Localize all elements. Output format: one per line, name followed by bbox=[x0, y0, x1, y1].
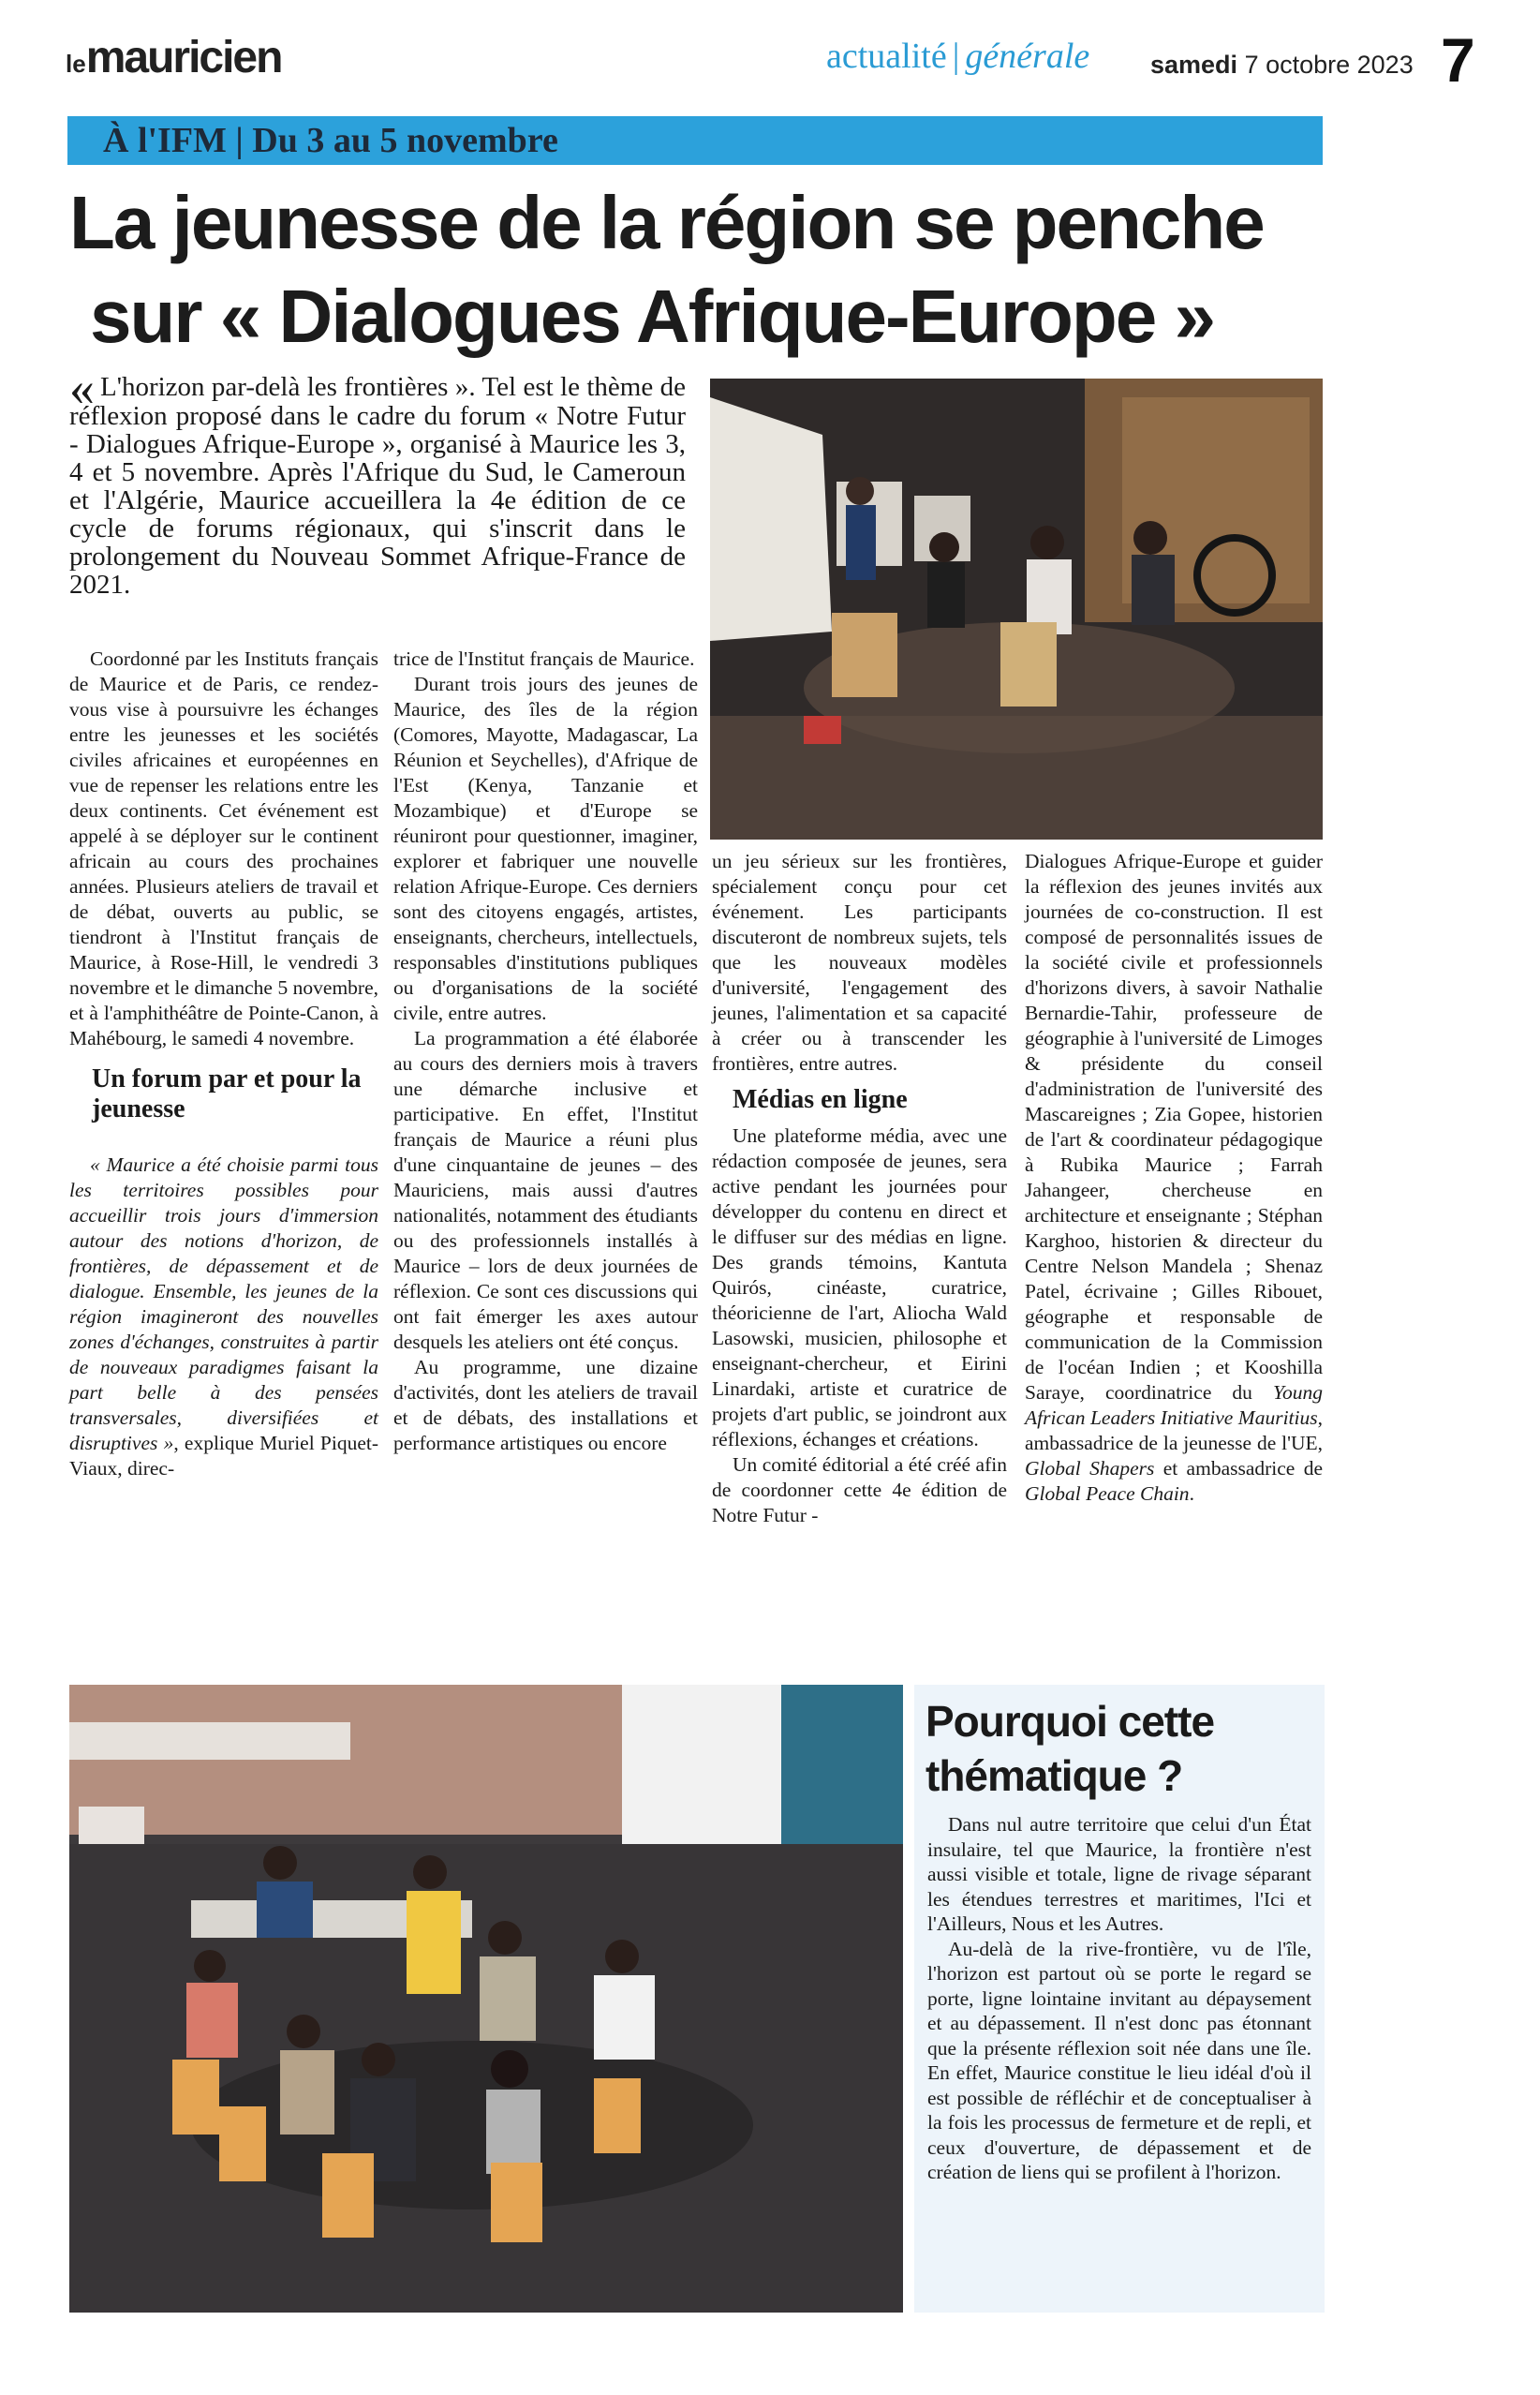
group-photo-illustration bbox=[69, 1685, 903, 2313]
col4-global-shapers: Global Shapers bbox=[1025, 1457, 1155, 1480]
sidebar-body bbox=[927, 1812, 1311, 2185]
article-column-1 bbox=[69, 647, 378, 1481]
col4-yali: Young African Leaders Initiative Mauritius bbox=[1025, 1381, 1323, 1429]
lead-paragraph bbox=[69, 360, 686, 600]
col4-text-d: . bbox=[1189, 1482, 1194, 1505]
col4-paragraph bbox=[1025, 849, 1323, 1507]
date-day: samedi bbox=[1150, 51, 1238, 79]
kicker-banner: À l'IFM | Du 3 au 5 novembre bbox=[67, 116, 1323, 165]
sidebar-paragraph-2: Au-delà de la rive-frontière, vu de l'île, l'horizon est partout où se porte le regard se porte, ligne lointaine invitant au dépaysement et au dépassement. Il n'est donc pas étonnant que la présente réflexion soit née dans une île. En effet, Maurice constitue le lieu idéal d'où il est possible de réfléchir et de conceptualiser à la fois les processus de fermeture et de repli, et ceux d'ouverture, de dépassement et de création de liens qui se profilent à l'horizon. bbox=[927, 1937, 1311, 2183]
headline-line-2: sur « Dialogues Afrique-Europe » bbox=[90, 275, 1214, 358]
col2-paragraph-3: Au programme, une dizaine d'activités, dont les ateliers de travail et de débats, des installations et performance artistiques ou encore bbox=[393, 1356, 698, 1454]
col4-text-b: , ambassadrice de la jeunesse de l'UE, bbox=[1025, 1406, 1323, 1454]
headline bbox=[69, 176, 1362, 364]
col1-attribution: , explique Muriel Piquet-Viaux, direc- bbox=[69, 1432, 379, 1480]
section-label: actualité | générale bbox=[826, 37, 1090, 76]
col4-global-peace-chain: Global Peace Chain bbox=[1025, 1482, 1190, 1505]
logo-name: mauricien bbox=[85, 33, 282, 82]
section-main: actualité bbox=[826, 37, 947, 76]
col1-quote-paragraph bbox=[69, 1153, 378, 1481]
col3-paragraph-2: Un comité éditorial a été créé afin de coordonner cette 4e édition de Notre Futur - bbox=[712, 1453, 1007, 1526]
page-number: 7 bbox=[1441, 25, 1475, 95]
logo-prefix: le bbox=[66, 50, 86, 78]
subhead-forum: Un forum par et pour la jeunesse bbox=[92, 1064, 362, 1123]
col2-paragraph-0: trice de l'Institut français de Maurice. bbox=[393, 647, 695, 670]
group-discussion-photo bbox=[69, 1685, 903, 2313]
workshop-photo-illustration bbox=[710, 379, 1323, 840]
dateline bbox=[1150, 51, 1414, 80]
sidebar-paragraph-1: Dans nul autre territoire que celui d'un État insulaire, tel que Maurice, la frontière n'est aussi visible et totale, ligne de rivage séparant les étendues terrestres et maritimes, l'Ici et l'Ailleurs, Nous et les Autres. bbox=[927, 1813, 1311, 1935]
col3-paragraph-0: un jeu sérieux sur les frontières, spécialement conçu pour cet événement. Les participants discuteront de nombreux sujets, tels que les nouveaux modèles d'université, l'engagement des jeunes, l'alimentation et sa capacité à créer ou à transcender les frontières, entre autres. bbox=[712, 850, 1007, 1075]
sidebar-title: Pourquoi cette thématique ? bbox=[925, 1697, 1215, 1800]
headline-line-1: La jeunesse de la région se penche bbox=[69, 181, 1264, 264]
col3-paragraph-1: Une plateforme média, avec une rédaction composée de jeunes, sera active pendant les journées pour développer du contenu en direct et le diffuser sur des médias en ligne. Des grands témoins, Kantuta Quirós, cinéaste, curatrice, théoricienne de l'art, Aliocha Wald Lasowski, musicien, philosophe et enseignant-chercheur, et Eirini Linardaki, artiste et curatrice de projets d'art public, se joindront aux réflexions, échanges et créations. bbox=[712, 1124, 1007, 1450]
newspaper-logo bbox=[66, 32, 281, 83]
subhead-medias: Médias en ligne bbox=[733, 1085, 908, 1114]
lead-text: L'horizon par-delà les frontières ». Tel est le thème de réflexion proposé dans le cadre du forum « Notre Futur - Dialogues Afrique-Europe », organisé à Maurice les 3, 4 et 5 novembre. Après l'Afrique du Sud, le Cameroun et l'Algérie, Maurice accueillera la 4e édition de ce cycle de forums régionaux, qui s'inscrit dans le prolongement du Nouveau Sommet Afrique-France de 2021. bbox=[69, 372, 686, 600]
article-column-3 bbox=[712, 849, 1007, 1528]
lead-quote-mark: « bbox=[69, 360, 95, 416]
section-sub: générale bbox=[965, 37, 1090, 76]
col4-text-c: et ambassadrice de bbox=[1154, 1457, 1323, 1480]
col1-paragraph-1: Coordonné par les Instituts français de Maurice et de Paris, ce rendez-vous vise à poursuivre les échanges entre les jeunesses et les sociétés civiles africaines et européennes en vue de repenser les relations entre les deux continents. Cet événement est appelé à se déployer sur le continent africain au cours des prochaines années. Plusieurs ateliers de travail et de débat, ouverts au public, se tiendront à l'Institut français de Maurice, à Rose-Hill, le vendredi 3 novembre et le dimanche 5 novembre, et à l'amphithéâtre de Pointe-Canon, à Mahébourg, le samedi 4 novembre. bbox=[69, 647, 378, 1049]
col2-paragraph-2: La programmation a été élaborée au cours des derniers mois à travers une démarche inclusive et participative. En effet, l'Institut français de Maurice a réuni plus d'une cinquantaine de jeunes – des Mauriciens, mais aussi d'autres nationalités, notamment des étudiants ou des professionnels installés à Maurice – lors de deux journées de réflexion. Ce sont ces discussions qui ont fait émerger les axes autour desquels les ateliers ont été conçus. bbox=[393, 1027, 698, 1353]
col1-quote: « Maurice a été choisie parmi tous les territoires possibles pour accueillir trois jours d'immersion autour des notions d'horizon, de frontières, de dépassement et de dialogue. Ensemble, les jeunes de la région imagineront des nouvelles zones d'échanges, construites à partir de nouveaux paradigmes faisant la part belle à des pensées transversales, diversifiées et disruptives » bbox=[69, 1153, 378, 1454]
date-value: 7 octobre 2023 bbox=[1244, 51, 1414, 79]
workshop-photo bbox=[710, 379, 1323, 840]
col4-text-a: Dialogues Afrique-Europe et guider la réflexion des jeunes invités aux journées de co-construction. Il est composé de personnalités issues de la société civile et professionnels d'horizons divers, à savoir Nathalie Bernardie-Tahir, professeure de géographie à l'université de Limoges & présidente du conseil d'administration de l'université des Mascareignes ; Zia Gopee, historien de l'art & coordinateur pédagogique à Rubika Maurice ; Farrah Jahangeer, chercheuse en architecture et enseignante ; Stéphan Karghoo, historien & directeur du Centre Nelson Mandela ; Shenaz Patel, écrivaine ; Gilles Ribouet, géographe et responsable de communication de la Commission de l'océan Indien ; et Kooshilla Saraye, coordinatrice du bbox=[1025, 850, 1323, 1404]
col2-paragraph-1: Durant trois jours des jeunes de Maurice, des îles de la région (Comores, Mayotte, Madagascar, La Réunion et Seychelles), d'Afrique de l'Est (Kenya, Tanzanie et Mozambique) et d'Europe se réuniront pour questionner, imaginer, explorer et fabriquer une nouvelle relation Afrique-Europe. Ces derniers sont des citoyens engagés, artistes, enseignants, chercheurs, intellectuels, responsables d'institutions publiques ou d'organisations de la société civile, entre autres. bbox=[393, 673, 698, 1024]
article-column-2 bbox=[393, 647, 698, 1456]
article-column-4 bbox=[1025, 849, 1323, 1507]
